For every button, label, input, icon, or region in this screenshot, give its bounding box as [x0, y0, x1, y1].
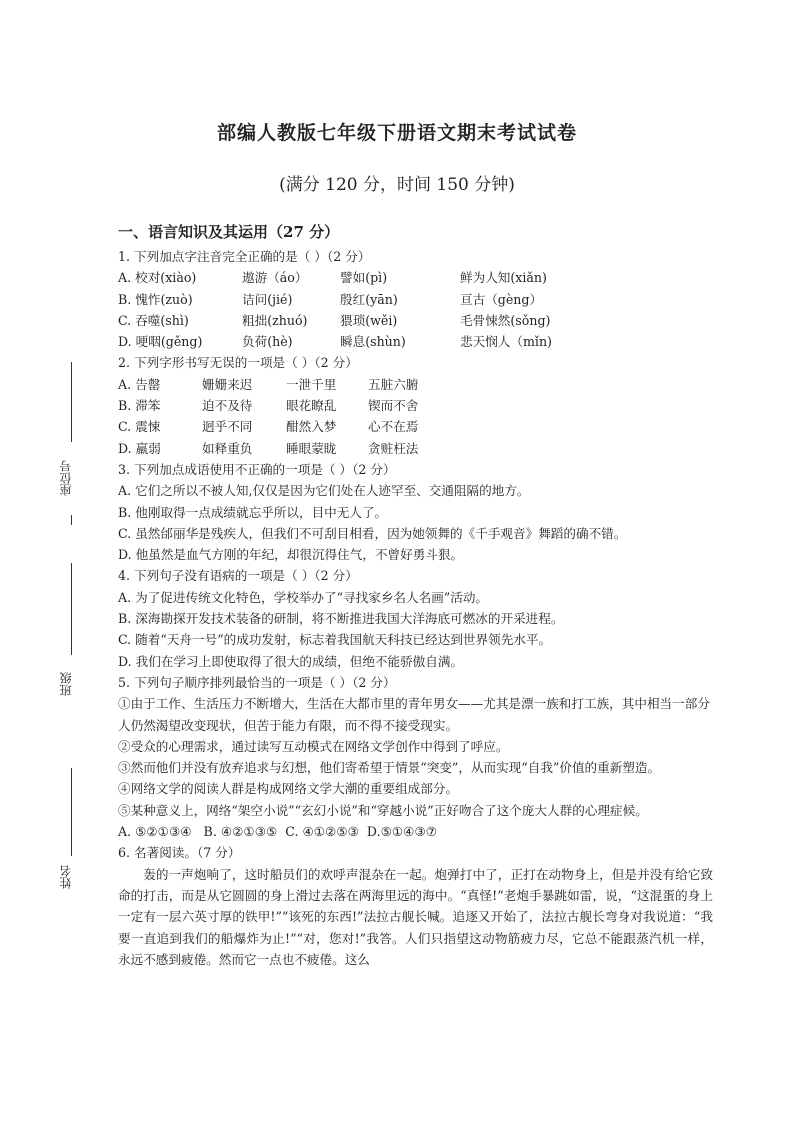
option-cell: 姗姗来迟: [202, 376, 253, 392]
option-cell: D. 羸弱: [118, 440, 161, 456]
option-cell: 遨游（áo）: [242, 270, 308, 286]
question-3-option-d: D. 他虽然是血气方刚的年纪，却很沉得住气，不曾好勇斗狠。: [118, 547, 464, 563]
question-4-option-b: B. 深海勘探开发技术装备的研制，将不断推进我国大洋海底可燃冰的开采进程。: [118, 611, 564, 627]
option-cell: 五脏六腑: [368, 376, 419, 392]
binding-line-class-top: [71, 563, 72, 655]
question-3-stem: 3. 下列加点成语使用不正确的一项是（ ）（2 分）: [118, 461, 396, 477]
exam-title: 部编人教版七年级下册语文期末考试试卷: [216, 122, 577, 144]
binding-line-name-top: [71, 768, 72, 856]
option-cell: 负荷(hè): [242, 334, 293, 350]
question-1-option-c: [118, 310, 713, 331]
question-4-stem: 4. 下列句子没有语病的一项是（ ）（2 分）: [118, 568, 358, 584]
question-5-sentence-4: ④网络文学的阅读人群是构成网络文学大潮的重要组成部分。: [118, 781, 459, 797]
option-cell: 锲而不舍: [368, 398, 419, 414]
seat-number-label: 座位号: [59, 460, 73, 496]
binding-line-seat-top: [71, 362, 72, 442]
question-5-sentence-2: ②受众的心理需求，通过读写互动模式在网络文学创作中得到了呼应。: [118, 738, 509, 754]
question-4-option-d: D. 我们在学习上即使取得了很大的成绩，但绝不能骄傲自满。: [118, 653, 464, 669]
option-cell: C. 震悚: [118, 419, 161, 435]
option-cell: 迫不及待: [202, 398, 253, 414]
option-cell: 一泄千里: [286, 376, 337, 392]
option-cell: B. 愧怍(zuò): [118, 291, 193, 307]
binding-line-seat-bottom: [71, 515, 72, 525]
option-cell: B. 滞笨: [118, 398, 161, 414]
question-5-options: A. ⑤②①③④ B. ④②①③⑤ C. ④①②⑤③ D.⑤①④③⑦: [118, 824, 438, 840]
question-1-stem: 1. 下列加点字注音完全正确的是（ ）（2 分）: [118, 249, 371, 264]
option-cell: 悲天悯人（mǐn): [460, 334, 552, 350]
question-2-stem: 2. 下列字形书写无误的一项是（ ）（2 分）: [118, 355, 358, 371]
option-cell: 迥乎不同: [202, 419, 253, 435]
question-3-option-c: C. 虽然邰丽华是残疾人，但我们不可刮目相看，因为她领舞的《千手观音》舞蹈的确不错。: [118, 525, 627, 541]
name-label: 姓名: [59, 865, 73, 889]
question-4-option-c: C. 随着“天舟一号”的成功发射，标志着我国航天科技已经达到世界领先水平。: [118, 632, 552, 648]
option-cell: A. 校对(xiào): [118, 270, 197, 286]
option-cell: 粗拙(zhuó): [242, 312, 308, 328]
question-1-option-b: [118, 289, 713, 310]
option-cell: 心不在焉: [368, 419, 419, 435]
question-5-sentence-1: ①由于工作、生活压力不断增大，生活在大都市里的青年男女——尤其是漂一族和打工族，其中相当一部分人仍然渴望改变现状，但苦于能力有限，而不得不接受现实。: [118, 696, 710, 733]
class-label: 班级: [59, 672, 73, 696]
question-2-option-c: [118, 416, 713, 437]
question-6-passage: 轰的一声炮响了，这时船员们的欢呼声混杂在一起。炮弹打中了，正打在动物身上，但是并没有给它致命的打击，而是从它圆圆的身上滑过去落在两海里远的海中。“真怪!”老炮手暴跳如雷，说，“这混蛋的身上一定有一层六英寸厚的铁甲!”“该死的东西!”法拉古舰长喊。追逐又开始了，法拉古舰长弯身对我说道：“我要一直追到我们的船爆炸为止!”“对，您对!”我答。人们只指望这动物筋疲力尽，它总不能跟蒸汽机一样，永远不感到疲倦。然而它一点也不疲倦。这么: [118, 866, 713, 967]
option-cell: 贪赃枉法: [368, 440, 419, 456]
option-cell: 眼花瞭乱: [286, 398, 337, 414]
section-heading: 一、语言知识及其运用（27 分）: [118, 223, 340, 241]
option-cell: A. 告罄: [118, 376, 161, 392]
question-1-option-d: [118, 331, 713, 352]
question-5-stem: 5. 下列句子顺序排列最恰当的一项是（ ）（2 分）: [118, 674, 396, 690]
option-cell: 诘问(jié): [242, 291, 293, 307]
question-4-option-a: A. 为了促进传统文化特色，学校举办了“寻找家乡名人名画”活动。: [118, 589, 489, 605]
option-cell: 譬如(pì): [340, 270, 388, 286]
question-5-sentence-3: ③然而他们并没有放弃追求与幻想，他们寄希望于情景“突变”，从而实现“自我”价值的重新塑造。: [118, 760, 661, 776]
question-body: [118, 246, 713, 970]
exam-subtitle: (满分 120 分，时间 150 分钟): [279, 175, 515, 195]
question-2-option-b: [118, 395, 713, 416]
question-5-sentence-5: ⑤某种意义上，网络“架空小说”“玄幻小说”和“穿越小说”正好吻合了这个庞大人群的心理症候。: [118, 802, 648, 818]
question-3-option-a: A. 它们之所以不被人知,仅仅是因为它们处在人迹罕至、交通阻隔的地方。: [118, 483, 530, 499]
question-6-stem: 6. 名著阅读。（7 分）: [118, 845, 241, 861]
option-cell: 如释重负: [202, 440, 253, 456]
option-cell: 亘古（gèng）: [460, 291, 543, 307]
option-cell: 殷红(yān): [340, 291, 398, 307]
option-cell: 猥琐(wěi): [340, 312, 398, 328]
option-cell: C. 吞噬(shì): [118, 312, 189, 328]
question-1-option-a: [118, 267, 713, 288]
option-cell: 睡眼蒙眬: [286, 440, 337, 456]
question-2-option-a: [118, 374, 713, 395]
question-3-option-b: B. 他刚取得一点成绩就忘乎所以，目中无人了。: [118, 504, 388, 520]
option-cell: 毛骨悚然(sǒng): [460, 312, 551, 328]
option-cell: 瞬息(shùn): [340, 334, 406, 350]
question-2-option-d: [118, 438, 713, 459]
option-cell: 酣然入梦: [286, 419, 337, 435]
option-cell: D. 哽咽(gěng): [118, 334, 203, 350]
option-cell: 鲜为人知(xiǎn): [460, 270, 547, 286]
